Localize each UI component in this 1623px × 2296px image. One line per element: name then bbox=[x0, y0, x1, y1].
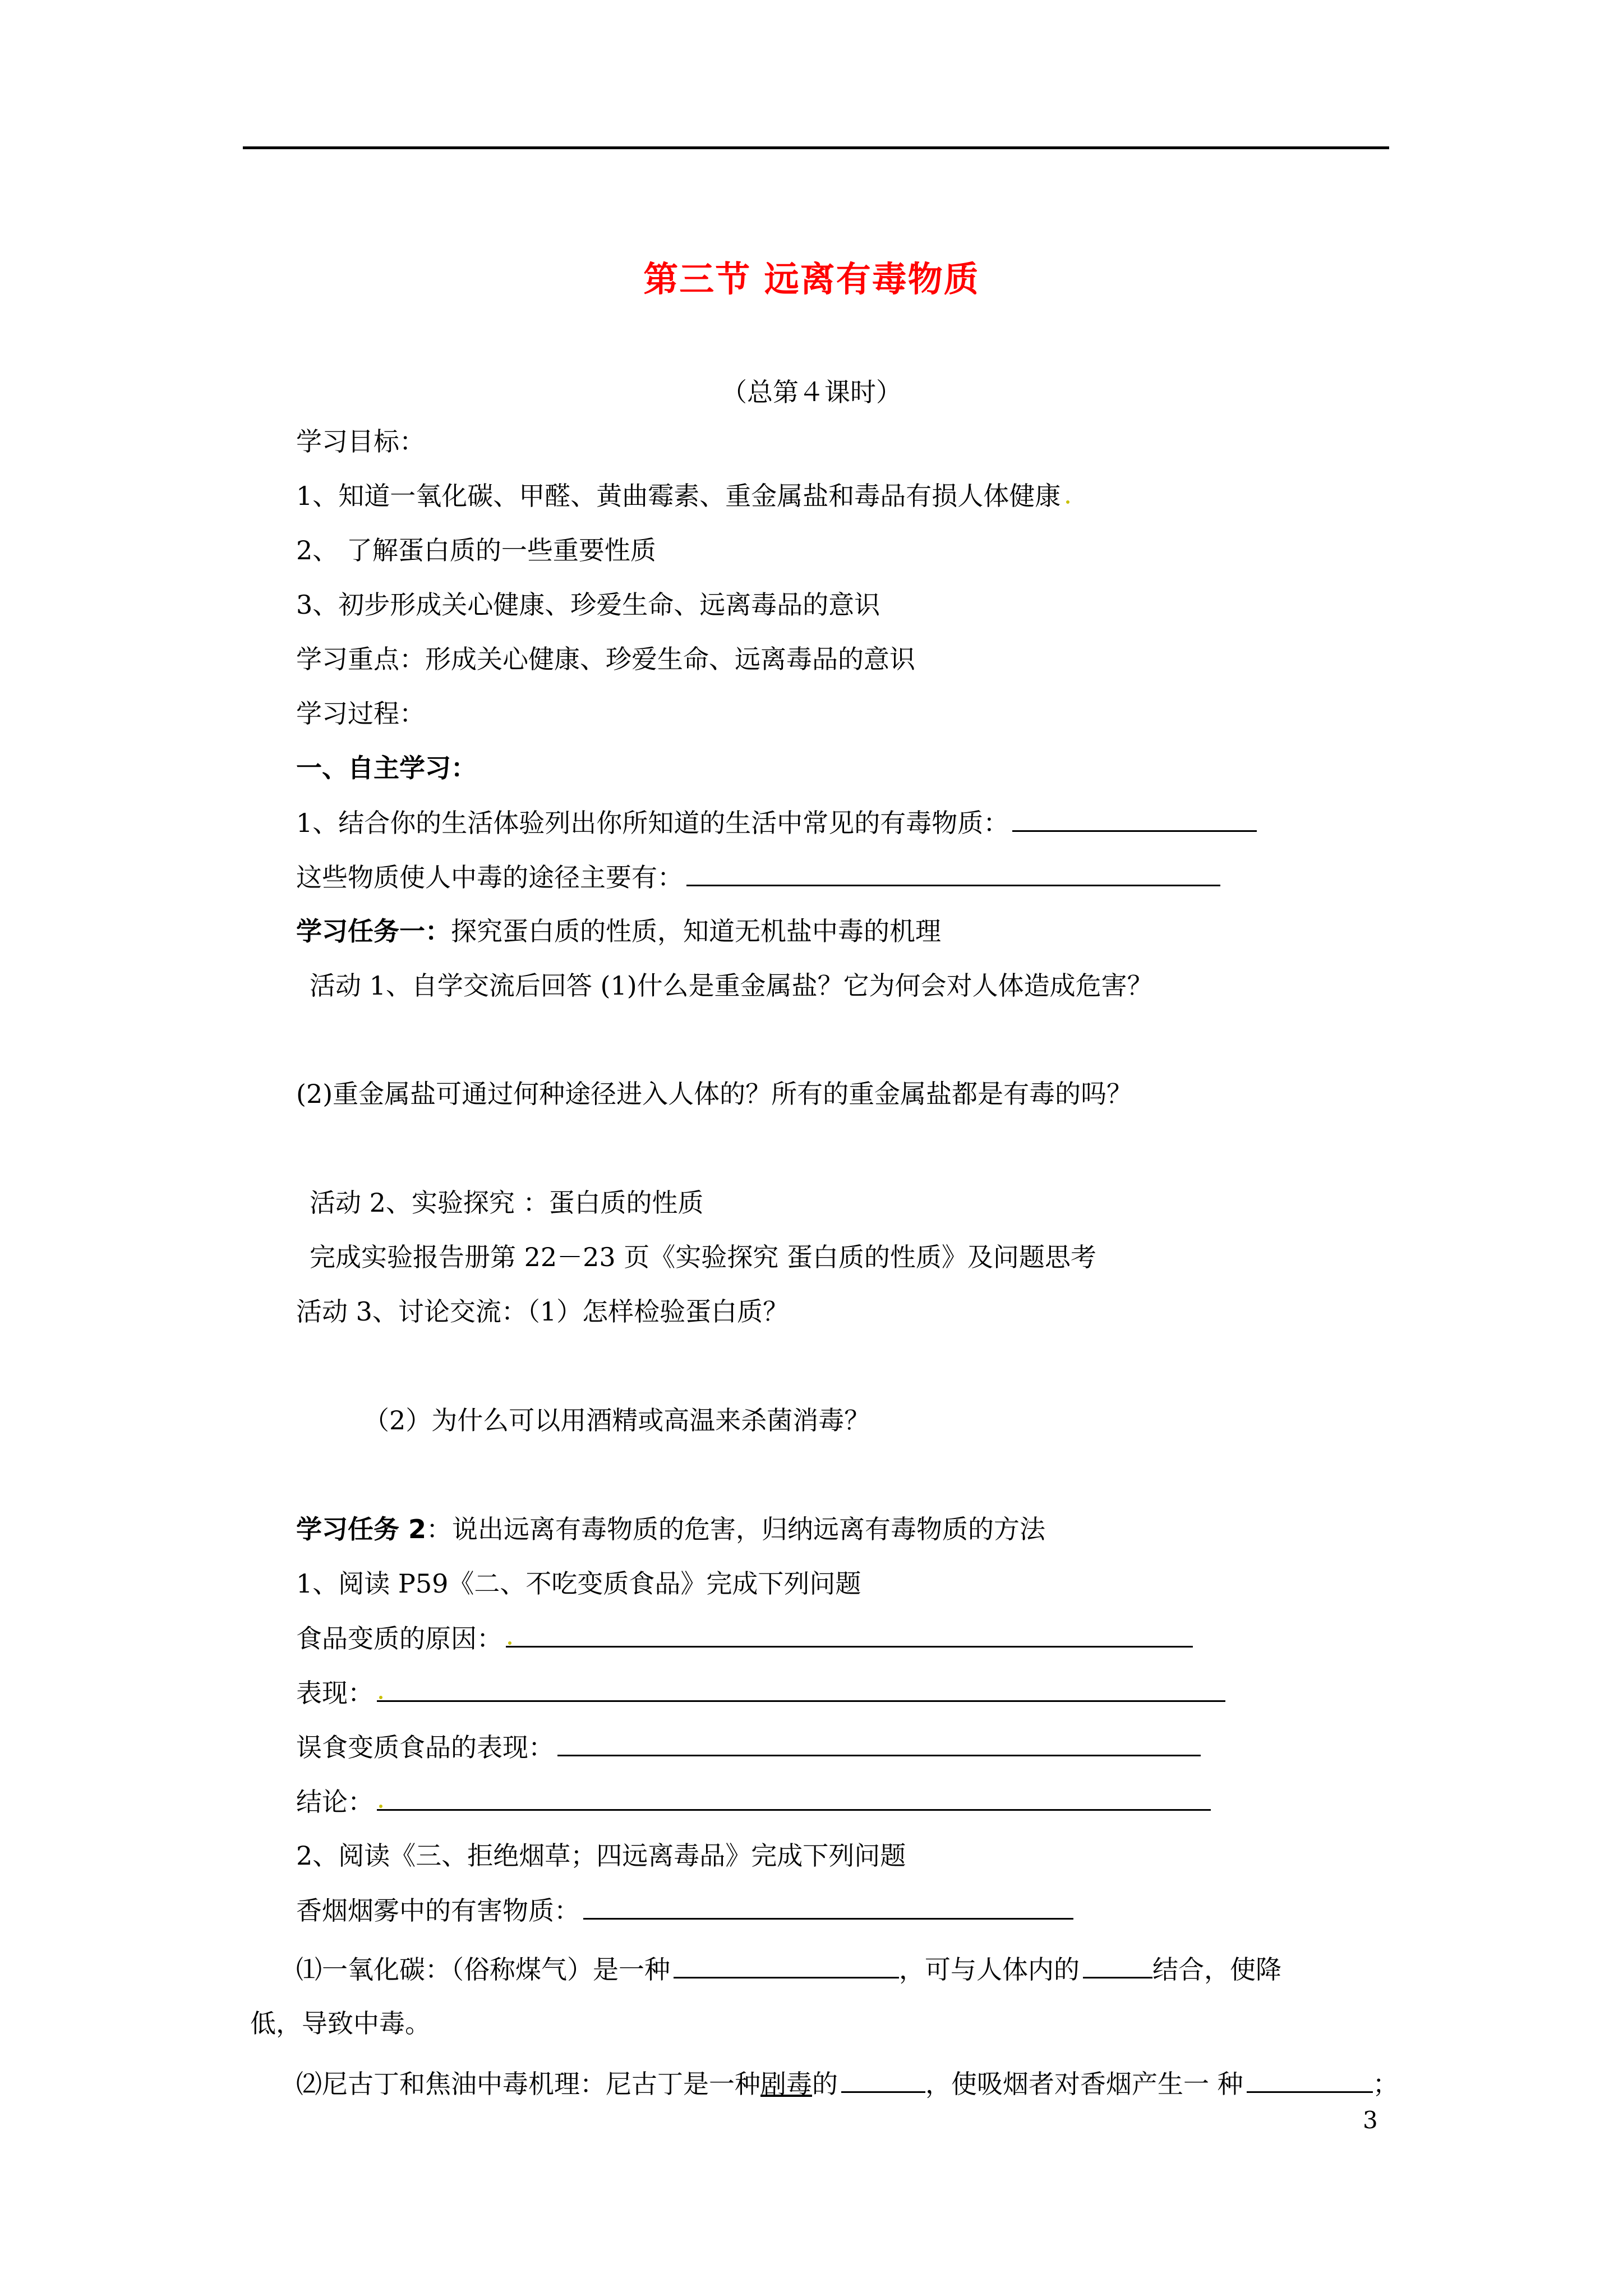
smoke-harmful-substances bbox=[296, 1893, 1073, 1927]
activity-1: 活动 1、自学交流后回答 (1)什么是重金属盐？它为何会对人体造成危害？ bbox=[310, 970, 1153, 1001]
lesson-period: （总第４课时） bbox=[721, 377, 902, 407]
answer-blank-dependency[interactable] bbox=[1247, 2067, 1373, 2093]
nicotine-text-1: ⑵尼古丁和焦油中毒机理：尼古丁是一种 bbox=[296, 2069, 760, 2099]
answer-blank-spoilage-signs[interactable] bbox=[377, 1676, 1225, 1702]
spoilage-signs bbox=[296, 1676, 1225, 1710]
answer-blank-co-type[interactable] bbox=[674, 1952, 899, 1978]
answer-blank-nicotine-type[interactable] bbox=[841, 2067, 925, 2093]
co-text-2: ，可与人体内的 bbox=[899, 1954, 1080, 1985]
answer-blank-symptoms[interactable] bbox=[557, 1730, 1201, 1756]
activity-1-q2: (2)重金属盐可通过何种途径进入人体的？所有的重金属盐都是有毒的吗？ bbox=[296, 1079, 1133, 1109]
spoilage-cause-label: 食品变质的原因： bbox=[296, 1623, 502, 1654]
question-2 bbox=[296, 860, 1220, 894]
task-2-text: ：说出远离有毒物质的危害，归纳远离有毒物质的方法 bbox=[426, 1514, 1046, 1544]
page-number: 3 bbox=[1363, 2106, 1378, 2134]
task-2-label: 学习任务 2 bbox=[296, 1514, 427, 1544]
activity-2-instruction: 完成实验报告册第 22－23 页《实验探究 蛋白质的性质》及问题思考 bbox=[310, 1242, 1096, 1272]
co-text-1: ⑴一氧化碳：（俗称煤气）是一种 bbox=[296, 1954, 670, 1985]
spoilage-cause bbox=[296, 1621, 1193, 1655]
task-2 bbox=[296, 1512, 1045, 1546]
spoilage-signs-label: 表现： bbox=[296, 1678, 374, 1708]
answer-blank-poison-routes[interactable] bbox=[686, 860, 1220, 886]
nicotine-underlined: 剧毒 bbox=[760, 2069, 812, 2099]
spoiled-food-symptoms bbox=[296, 1730, 1201, 1764]
learning-goals-heading: 学习目标： bbox=[296, 426, 425, 457]
section-heading-self-study: 一、自主学习： bbox=[296, 753, 477, 783]
co-text-3: 结合，使降 bbox=[1152, 1954, 1281, 1985]
header-rule bbox=[243, 146, 1389, 149]
nicotine-line bbox=[296, 2067, 1399, 2101]
process-heading: 学习过程： bbox=[296, 698, 425, 729]
task-1 bbox=[296, 914, 941, 948]
conclusion bbox=[296, 1784, 1211, 1819]
answer-blank-co-binding[interactable] bbox=[1083, 1952, 1152, 1978]
task-1-label: 学习任务一： bbox=[296, 916, 451, 946]
carbon-monoxide-line-cont: 低，导致中毒。 bbox=[250, 2008, 431, 2039]
reading-1: 1、阅读 P59《二、不吃变质食品》完成下列问题 bbox=[296, 1568, 861, 1599]
reading-2: 2、阅读《三、拒绝烟草；四远离毒品》完成下列问题 bbox=[296, 1841, 906, 1871]
goal-2: 2、 了解蛋白质的一些重要性质 bbox=[296, 535, 656, 565]
answer-blank-harmful-substances[interactable] bbox=[583, 1893, 1073, 1920]
page-title: 第三节 远离有毒物质 bbox=[643, 259, 980, 300]
goal-1-text: 1、知道一氧化碳、甲醛、黄曲霉素、重金属盐和毒品有损人体健康 bbox=[296, 481, 1061, 511]
nicotine-text-3: ，使吸烟者对香烟产生一 种 bbox=[925, 2069, 1243, 2099]
key-points: 学习重点：形成关心健康、珍爱生命、远离毒品的意识 bbox=[296, 644, 915, 674]
nicotine-text-2: 的 bbox=[812, 2069, 838, 2099]
question-1-text: 1、结合你的生活体验列出你所知道的生活中常见的有毒物质： bbox=[296, 808, 1009, 838]
nicotine-text-4: ； bbox=[1372, 2069, 1399, 2099]
question-1 bbox=[296, 806, 1257, 840]
task-1-text: 探究蛋白质的性质，知道无机盐中毒的机理 bbox=[451, 916, 941, 946]
conclusion-label: 结论： bbox=[296, 1787, 374, 1817]
activity-2: 活动 2、实验探究 ：蛋白质的性质 bbox=[310, 1188, 704, 1218]
goal-1 bbox=[296, 479, 1064, 513]
answer-blank-toxic-substances[interactable] bbox=[1012, 806, 1257, 832]
goal-3: 3、初步形成关心健康、珍爱生命、远离毒品的意识 bbox=[296, 590, 880, 620]
answer-blank-spoilage-cause[interactable] bbox=[506, 1621, 1193, 1648]
answer-blank-conclusion[interactable] bbox=[377, 1784, 1211, 1811]
spoiled-food-symptoms-label: 误食变质食品的表现： bbox=[296, 1732, 554, 1763]
carbon-monoxide-line bbox=[296, 1952, 1281, 1986]
activity-3: 活动 3、讨论交流：（1）怎样检验蛋白质？ bbox=[296, 1296, 789, 1327]
smoke-harmful-label: 香烟烟雾中的有害物质： bbox=[296, 1895, 580, 1926]
activity-3-q2: （2）为什么可以用酒精或高温来杀菌消毒？ bbox=[363, 1405, 870, 1435]
question-2-text: 这些物质使人中毒的途径主要有： bbox=[296, 862, 683, 892]
